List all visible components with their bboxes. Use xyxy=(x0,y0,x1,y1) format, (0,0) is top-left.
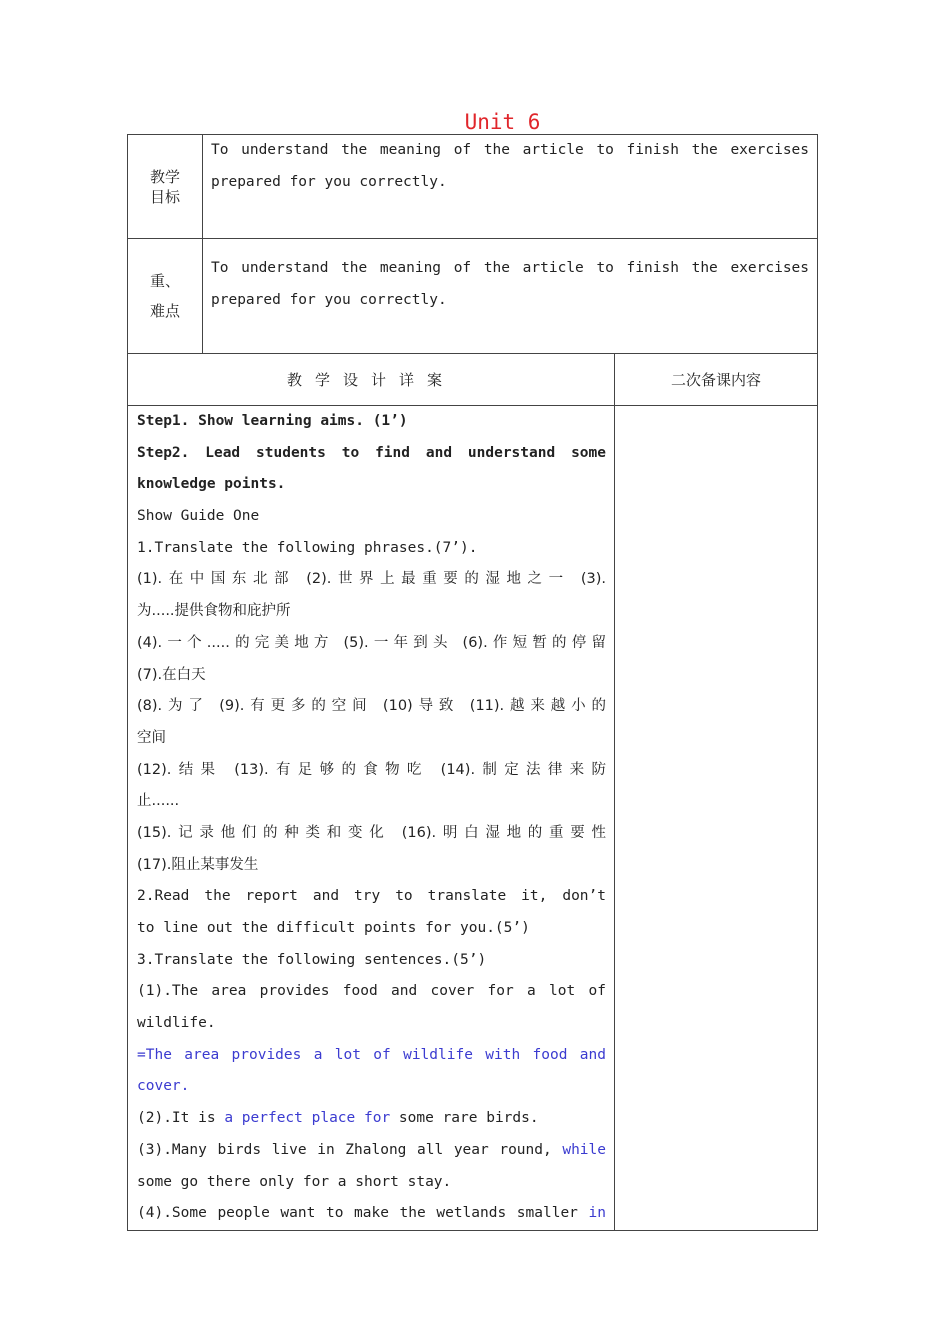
step2-line-1: Step2. Lead students to find and understand some xyxy=(137,444,606,461)
sentence-3-start: (3).Many birds live in Zhalong all year round, xyxy=(137,1141,563,1158)
phrases-15-16: (15).记录他们的种类和变化 (16).明白湿地的重要性 xyxy=(137,824,606,841)
phrases-4-6: (4).一个.....的完美地方 (5).一年到头 (6).作短暂的停留 xyxy=(137,634,606,651)
phrases-3-cont: 为.....提供食物和庇护所 xyxy=(137,603,291,620)
objectives-text xyxy=(203,135,818,239)
objectives-line-2: prepared for you correctly. xyxy=(211,173,447,190)
task-3-title: 3.Translate the following sentences.(5’) xyxy=(137,951,487,968)
sentence-3-line-1 xyxy=(137,1135,606,1167)
key-points-label-line-2: 难点 xyxy=(149,302,180,320)
sentence-3-highlight: while xyxy=(562,1141,606,1158)
phrase-17: (17).阻止某事发生 xyxy=(137,856,259,873)
sentence-4-highlight: in xyxy=(588,1205,606,1222)
key-points-label xyxy=(128,239,203,354)
phrases-12-14: (12).结果 (13).有足够的食物吃 (14).制定法律来防 xyxy=(137,761,606,778)
objectives-line-1: To understand the meaning of the article to finish the exercises xyxy=(211,142,810,158)
phrase-7: (7).在白天 xyxy=(137,666,206,683)
task-2-line-1: 2.Read the report and try to translate it, don’t xyxy=(137,888,606,905)
page-title: Unit 6 xyxy=(464,110,541,134)
phrases-1-3: (1).在中国东北部 (2).世界上最重要的湿地之一 (3). xyxy=(137,571,606,588)
sentence-1-rewrite-line-2: cover. xyxy=(137,1078,190,1095)
objectives-label-line-1: 教学 xyxy=(149,167,180,186)
sentence-1-line-1: (1).The area provides food and cover for a lot of xyxy=(137,983,606,1000)
objectives-label xyxy=(128,135,203,239)
phrases-11-cont: 空间 xyxy=(137,729,166,746)
lesson-plan-table xyxy=(127,134,817,1231)
guide-title: Show Guide One xyxy=(137,508,260,525)
sentence-2-start: (2).It is xyxy=(137,1110,225,1127)
key-points-label-line-1: 重、 xyxy=(149,272,180,290)
sentence-4-line-1 xyxy=(137,1198,606,1230)
sentence-4-start: (4).Some people want to make the wetlands smaller xyxy=(137,1205,589,1222)
objectives-label-line-2: 目标 xyxy=(149,187,180,206)
key-points-line-2: prepared for you correctly. xyxy=(211,291,447,308)
sentence-1-line-2: wildlife. xyxy=(137,1015,216,1032)
phrases-14-cont: 止...... xyxy=(137,793,180,810)
key-points-line-1: To understand the meaning of the article to finish the exercises xyxy=(211,260,810,276)
sentence-2 xyxy=(137,1103,606,1135)
design-body xyxy=(128,406,615,1231)
step2-line-2: knowledge points. xyxy=(137,476,286,493)
phrases-8-11: (8).为了 (9).有更多的空间 (10)导致 (11).越来越小的 xyxy=(137,698,606,715)
key-points-text xyxy=(203,239,818,354)
sentence-1-rewrite-line-1: =The area provides a lot of wildlife with food and xyxy=(137,1046,606,1063)
notes-header: 二次备课内容 xyxy=(615,354,818,406)
sentence-2-end: some rare birds. xyxy=(390,1110,539,1127)
design-header: 教学设计详案 xyxy=(128,354,615,406)
task-1-title: 1.Translate the following phrases.(7’). xyxy=(137,539,478,556)
sentence-3-line-2: some go there only for a short stay. xyxy=(137,1173,452,1190)
step1: Step1. Show learning aims. (1’) xyxy=(137,413,408,429)
task-2-line-2: to line out the difficult points for you.(5’) xyxy=(137,920,530,936)
notes-body xyxy=(615,406,818,1231)
sentence-2-highlight: a perfect place for xyxy=(224,1110,391,1127)
